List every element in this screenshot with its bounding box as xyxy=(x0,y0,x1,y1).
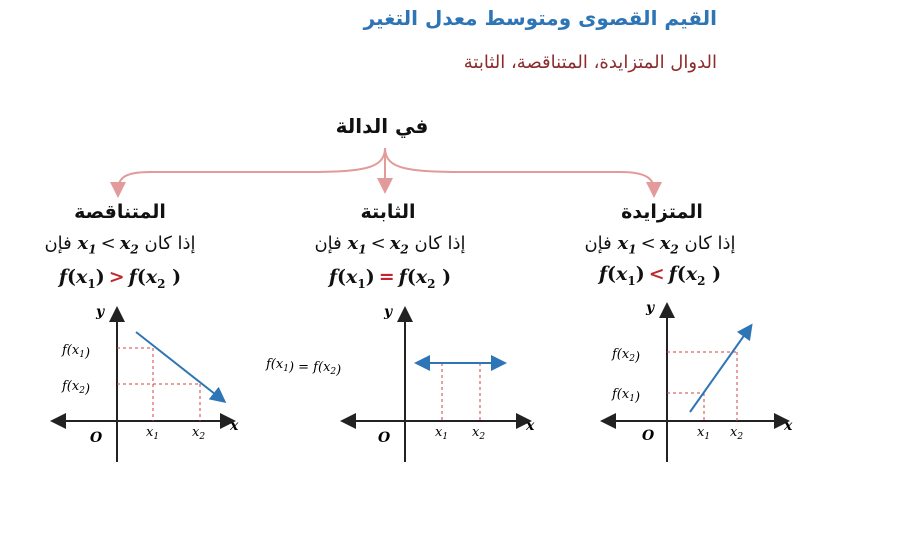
x-axis-label: x xyxy=(230,418,239,434)
connector-to-increasing xyxy=(385,148,654,190)
heading-constant: الثابتة xyxy=(360,201,416,223)
then-text: فإن xyxy=(584,233,612,254)
y-axis-label: y xyxy=(96,304,105,320)
result-decreasing: $f(x_1) > f(x_2$ ) xyxy=(58,266,182,291)
fx2-label: $f(x_2)$ xyxy=(612,347,641,365)
graph-increasing xyxy=(600,296,810,470)
graph-constant xyxy=(262,300,542,470)
if-text: إذا كان xyxy=(144,233,196,254)
page-subtitle: الدوال المتزايدة، المتناقصة، الثابتة xyxy=(463,52,717,73)
function-line xyxy=(136,332,220,398)
x2-label: $x_2$ xyxy=(192,425,206,442)
function-line xyxy=(690,330,748,412)
x2-label: $x_2$ xyxy=(472,425,486,442)
x1-label: $x_1$ xyxy=(146,425,160,442)
y-axis-label: y xyxy=(646,300,655,316)
comparison-symbol: < xyxy=(648,263,665,285)
fx1-label: $f(x_1)$ xyxy=(612,387,641,405)
then-text: فإن xyxy=(44,233,72,254)
result-increasing: $f(x_1) < f(x_2$ ) xyxy=(598,263,722,288)
origin-label: O xyxy=(642,428,655,444)
then-text: فإن xyxy=(314,233,342,254)
equal-label: $f(x_1) = f(x_2)$ xyxy=(266,357,342,378)
condition-increasing: فإن $x_1 < x_2$ إذا كان xyxy=(584,233,736,257)
x-axis-label: x xyxy=(526,418,535,434)
result-constant: $f(x_1) = f(x_2$ ) xyxy=(328,266,452,291)
origin-label: O xyxy=(378,430,391,446)
y-axis-label: y xyxy=(384,304,393,320)
connector-to-decreasing xyxy=(118,148,385,190)
root-label: في الدالة xyxy=(335,114,429,138)
if-text: إذا كان xyxy=(414,233,466,254)
if-text: إذا كان xyxy=(684,233,736,254)
x1-label: $x_1$ xyxy=(435,425,449,442)
x-axis-label: x xyxy=(784,418,793,434)
heading-decreasing: المتناقصة xyxy=(74,201,166,223)
comparison-symbol: = xyxy=(378,266,395,288)
page-title: القيم القصوى ومتوسط معدل التغير xyxy=(363,6,717,30)
connector-tree xyxy=(0,0,907,200)
x1-label: $x_1$ xyxy=(697,425,711,442)
fx1-label: $f(x_1)$ xyxy=(62,343,91,361)
heading-increasing: المتزايدة xyxy=(621,201,703,223)
graph-decreasing xyxy=(50,300,250,470)
condition-decreasing: فإن $x_1 < x_2$ إذا كان xyxy=(44,233,196,257)
x2-label: $x_2$ xyxy=(730,425,744,442)
fx2-label: $f(x_2)$ xyxy=(62,379,91,397)
origin-label: O xyxy=(90,430,103,446)
comparison-symbol: > xyxy=(108,266,125,288)
condition-constant: فإن $x_1 < x_2$ إذا كان xyxy=(314,233,466,257)
